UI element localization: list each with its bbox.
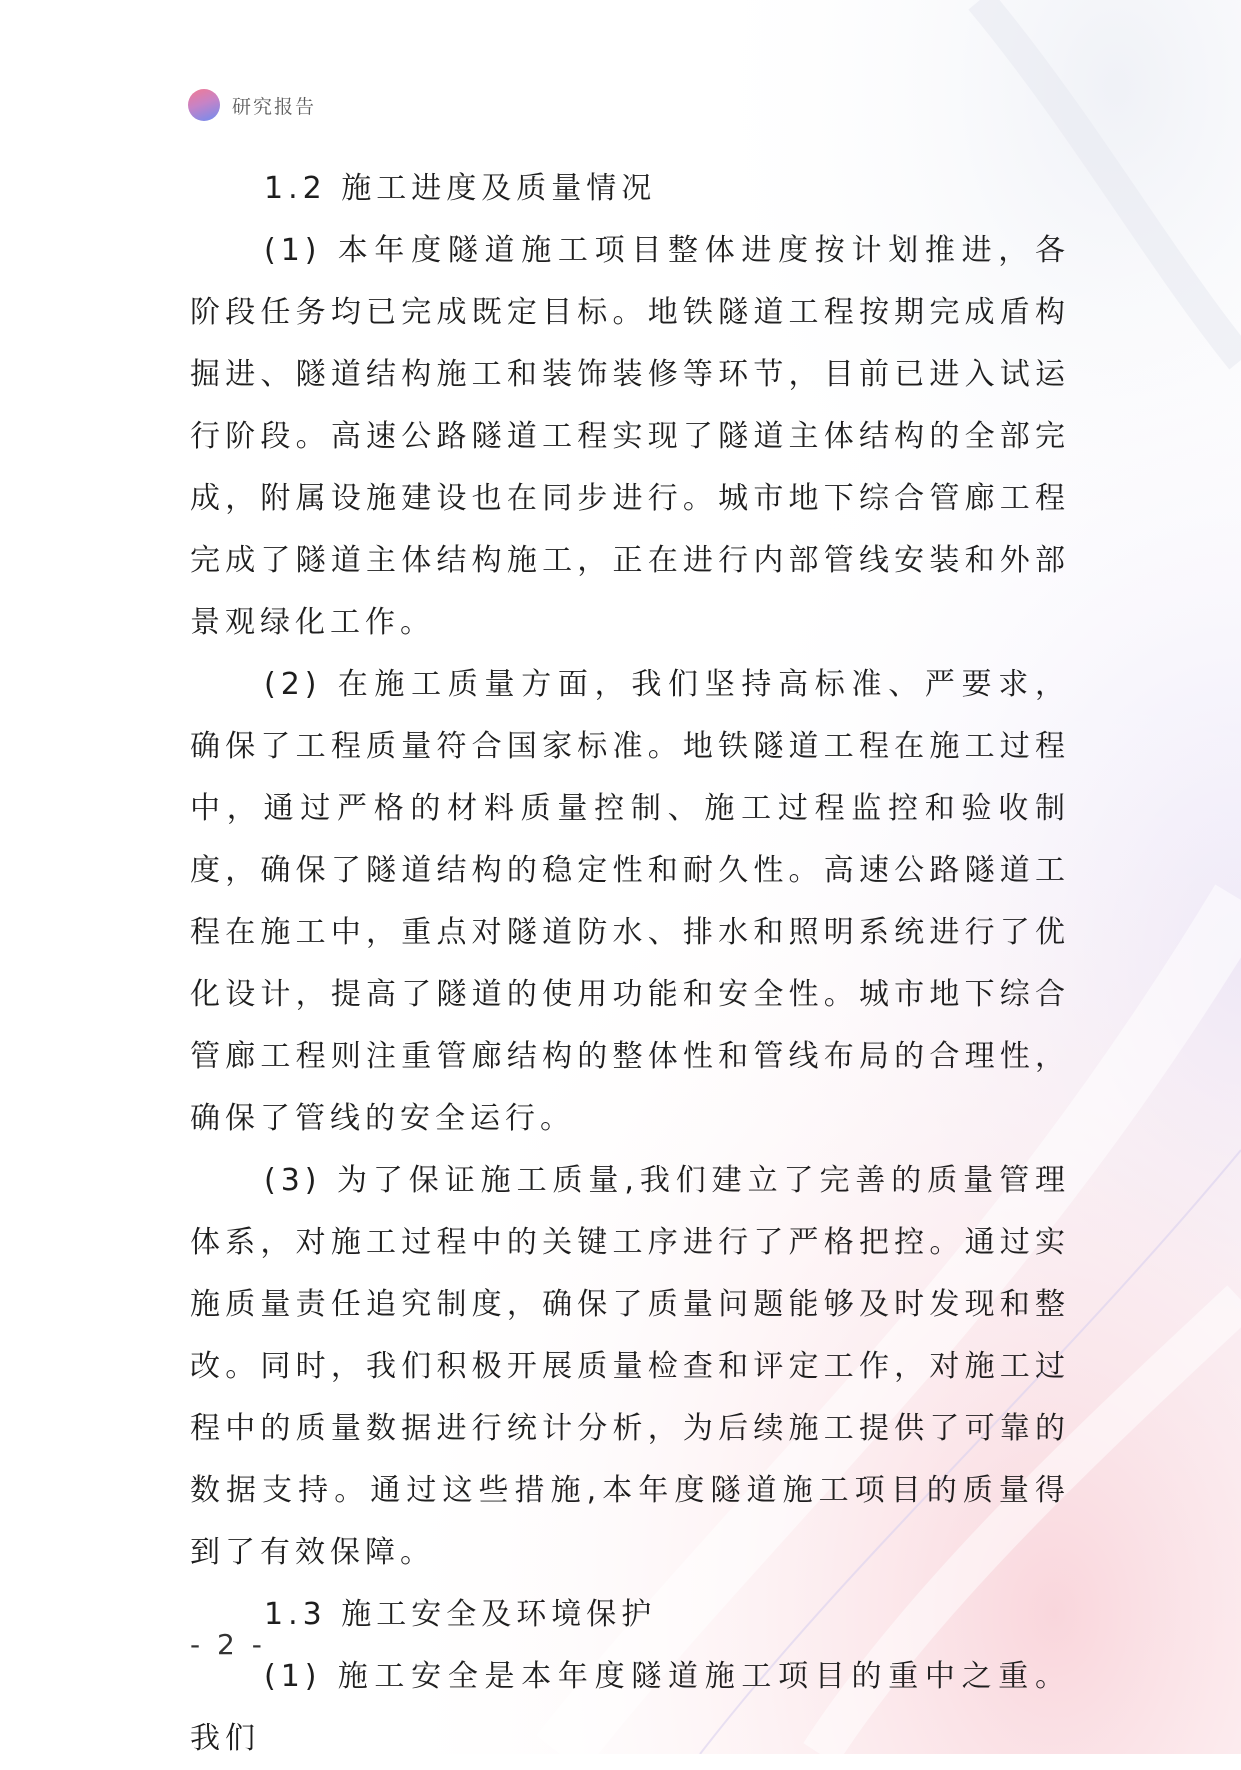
header-title: 研究报告 <box>232 95 317 118</box>
document-body <box>190 158 1070 1770</box>
paragraph-1: (1) 本年度隧道施工项目整体进度按计划推进，各阶段任务均已完成既定目标。地铁隧道工程按期完成盾构掘进、隧道结构施工和装饰装修等环节，目前已进入试运行阶段。高速公路隧道工程实现了隧道主体结构的全部完成，附属设施建设也在同步进行。城市地下综合管廊工程完成了隧道主体结构施工，正在进行内部管线安装和外部景观绿化工作。 <box>190 233 1070 640</box>
page-number: - 2 - <box>190 1628 266 1661</box>
paragraph-2: (2) 在施工质量方面，我们坚持高标准、严要求，确保了工程质量符合国家标准。地铁隧道工程在施工过程中，通过严格的材料质量控制、施工过程监控和验收制度，确保了隧道结构的稳定性和耐久性。高速公路隧道工程在施工中，重点对隧道防水、排水和照明系统进行了优化设计，提高了隧道的使用功能和安全性。城市地下综合管廊工程则注重管廊结构的整体性和管线布局的合理性，确保了管线的安全运行。 <box>190 667 1070 1136</box>
section-heading-1-2: 1.2 施工进度及质量情况 <box>264 171 657 206</box>
report-header <box>188 88 316 122</box>
section-heading-1-3: 1.3 施工安全及环境保护 <box>264 1597 657 1632</box>
logo-circle-icon <box>188 89 220 121</box>
paragraph-4: (1) 施工安全是本年度隧道施工项目的重中之重。我们 <box>190 1659 1070 1756</box>
paragraph-3: (3) 为了保证施工质量,我们建立了完善的质量管理体系，对施工过程中的关键工序进行了严格把控。通过实施质量责任追究制度，确保了质量问题能够及时发现和整改。同时，我们积极开展质量检查和评定工作，对施工过程中的质量数据进行统计分析，为后续施工提供了可靠的数据支持。通过这些措施,本年度隧道施工项目的质量得到了有效保障。 <box>190 1163 1070 1570</box>
